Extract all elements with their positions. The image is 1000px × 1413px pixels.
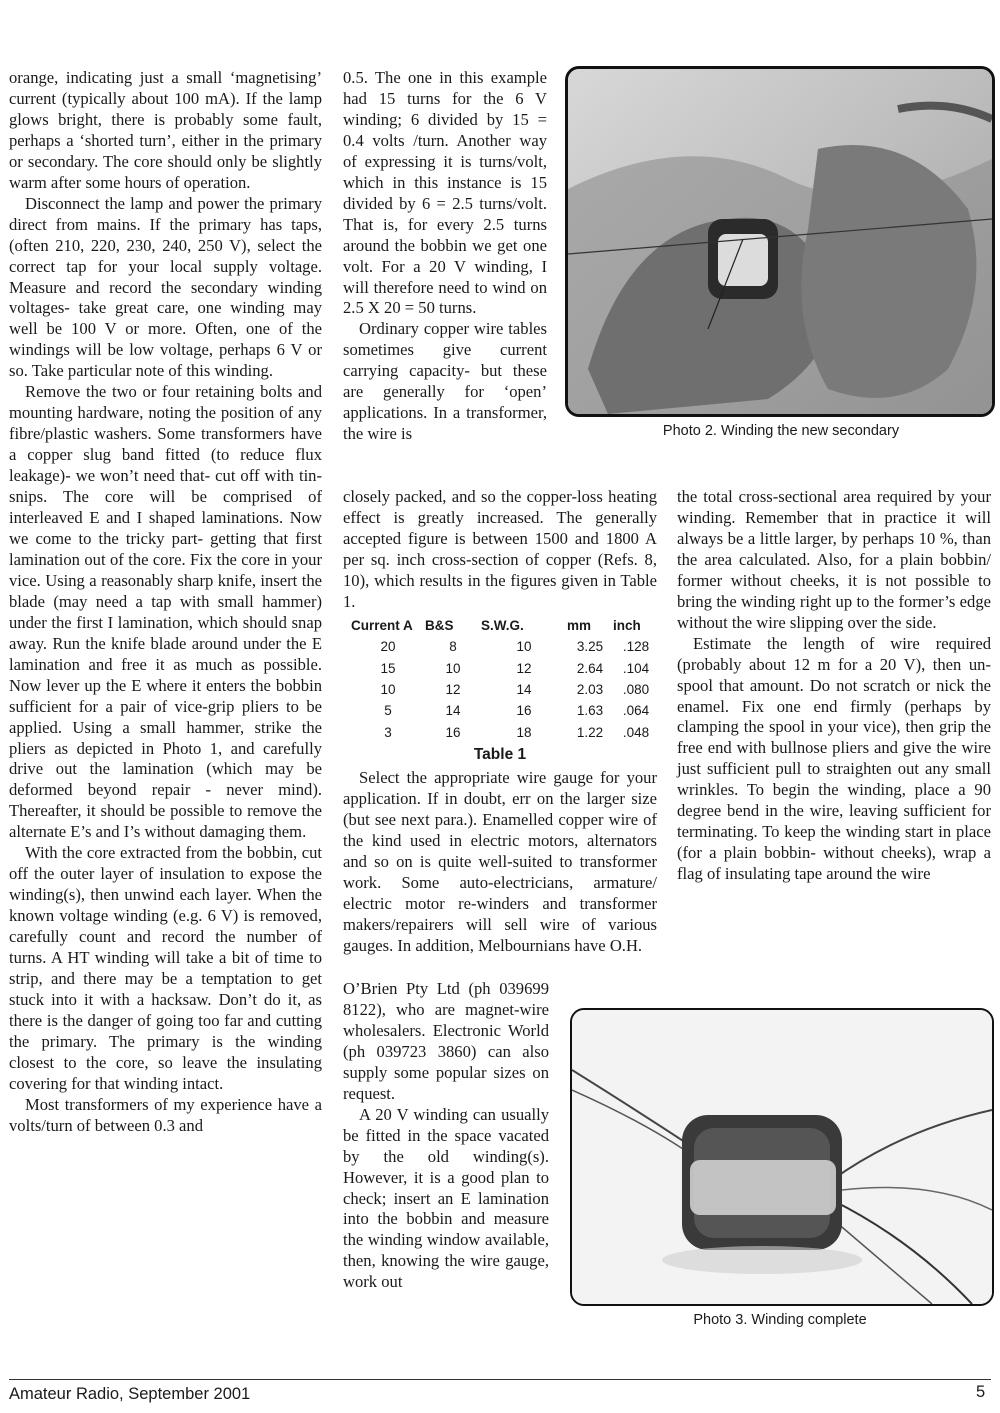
paragraph: O’Brien Pty Ltd (ph 039699 8122), who are magnet-wire wholesalers. Electronic World (ph 039723 3860) can also supply some popular sizes on request. [343,979,549,1103]
table-row [351,679,659,700]
hands-winding-photo-icon [568,69,992,414]
table-cell: 18 [516,724,532,740]
column-2-bottom [343,979,549,1293]
photo-winding-new-secondary [565,66,995,417]
table-header-row [351,615,659,636]
table-cell: 14 [516,681,532,697]
column-1 [9,68,322,1137]
photo-2-caption: Photo 2. Winding the new secondary [662,423,900,439]
table-row [351,636,659,657]
column-2-top [343,68,547,445]
paragraph: 0.5. The one in this example had 15 turns for the 6 V winding; 6 divided by 15 = 0.4 volts /turn. Another way of expressing it is turns/volt, which in this instance is 15 divided by 6 = 2.5 turns/volt. That is, for every 2.5 turns around the bobbin we get one volt. For a 20 V winding, I will therefore need to wind on 2.5 X 20 = 50 turns. [343,68,547,318]
paragraph: Remove the two or four retaining bolts and mounting hardware, noting the position of any fibre/plastic washers. Some transformers have a copper slug band fitted (to reduce flux leakage)- we won’t need that- cut off with tin-snips. The core will be comprised of interleaved E and I shaped laminations. Now we come to the tricky part- getting that first lamination out of the core. Fix the core in your vice. Using a reasonably sharp knife, insert the blade (may need a tap with small hammer) under the first I lamination, which should snap away. Run the knife blade around under the E lamination and free it as much as possible. Now lever up the E where it enters the bobbin sufficient for a pair of vice-grip pliers to be applied. Using a small hammer, strike the pliers as depicted in Photo 1, and carefully drive out the lamination (which may be deformed beyond repair - never mind). Thereafter, it should be possible to remove the alternate E’s and I’s without damaging them. [9,382,322,842]
table-header: B&S [425,618,454,633]
table-cell: 1.22 [576,724,604,740]
table-cell: 16 [445,724,461,740]
paragraph: With the core extracted from the bobbin, cut off the outer layer of insulation to expose the winding(s), then unwind each layer. When the known voltage winding (e.g. 6 V) is removed, carefully count and record the number of turns. A HT winding will take a bit of time to strip, and there may be a temptation to get stuck into it with a hacksaw. Don’t do it, as there is the danger of going too far and cutting the primary. The primary is the winding closest to the core, so leave the insulating covering for that winding intact. [9,843,322,1093]
paragraph: the total cross-sectional area required by your winding. Remember that in practice it will always be a little larger, by perhaps 10 %, than the area calculated. Also, for a plain bobbin/ former without cheeks, it is not possible to bring the winding right up to the former’s edge without the wire slipping over the side. [677,487,991,632]
wire-gauge-table [351,615,659,743]
footer-divider [9,1379,991,1380]
table-caption: Table 1 [473,746,527,763]
table-cell: 3.25 [576,639,604,655]
table-cell: 1.63 [576,703,604,719]
paragraph: A 20 V winding can usually be fitted in the space vacated by the old winding(s). However, it is a good plan to check; insert an E lamination into the bobbin and measure the winding window available, then, knowing the wire gauge, work out [343,1104,549,1292]
table-row [351,700,659,721]
paragraph: Estimate the length of wire required (probably about 12 m for a 20 V), then un-spool that amount. Do not scratch or nick the enamel. Fix one end firmly (perhaps by clamping the spool in your vice), then grip the free end with bullnose pliers and give the wire just sufficient pull to straighten out any small wrinkles. To begin the winding, place a 90 degree bend in the wire, leaving sufficient for terminating. To keep the winding start in place (for a plain bobbin- without cheeks), wrap a flag of insulating tape around the wire [677,633,991,884]
table-cell: .064 [622,703,650,719]
table-cell: 12 [445,681,461,697]
table-cell: 2.64 [576,660,604,676]
footer-publication: Amateur Radio, September 2001 [9,1385,251,1403]
page-number: 5 [976,1383,986,1401]
table-cell: 10 [516,639,532,655]
table-cell: .048 [622,724,650,740]
table-cell: 12 [516,660,532,676]
table-cell: 20 [380,639,396,655]
table-cell: 10 [380,681,396,697]
paragraph: Most transformers of my experience have a volts/turn of between 0.3 and [9,1094,322,1135]
table-cell: 8 [449,639,457,655]
table-header: inch [613,618,641,633]
paragraph: Disconnect the lamp and power the primary direct from mains. If the primary has taps, (often 210, 220, 230, 240, 250 V), select the correct tap for your local supply voltage. Measure and record the secondary winding voltages- take great care, one winding may well be 100 V or more. Often, one of the windings will be low voltage, perhaps 6 V or so. Take particular note of this winding. [9,193,322,381]
transformer-photo-icon [572,1010,992,1304]
table-cell: .104 [622,660,650,676]
table-cell: 10 [445,660,461,676]
table-cell: 15 [380,660,396,676]
table-cell: .080 [622,681,650,697]
table-header: Current A [351,618,413,633]
column-2-lower [343,768,657,957]
column-2-middle [343,487,657,613]
table-cell: .128 [622,639,650,655]
table-row [351,722,659,743]
photo-3-caption: Photo 3. Winding complete [693,1312,867,1328]
table-header: mm [567,618,592,633]
paragraph: orange, indicating just a small ‘magnetising’ current (typically about 100 mA). If the lamp glows bright, there is probably some fault, perhaps a ‘shorted turn’, either in the primary or secondary. The core should only be slightly warm after some hours of operation. [9,68,322,192]
table-cell: 14 [445,703,461,719]
photo-winding-complete [570,1008,994,1306]
paragraph: Ordinary copper wire tables sometimes give current carrying capacity- but these are generally for ‘open’ applications. In a transformer, the wire is [343,319,547,444]
table-row [351,657,659,678]
paragraph: closely packed, and so the copper-loss heating effect is greatly increased. The generally accepted figure is between 1500 and 1800 A per sq. inch cross-section of copper (Refs. 8, 10), which results in the figures given in Table 1. [343,487,657,611]
column-3 [677,487,991,885]
table-header: S.W.G. [481,618,524,633]
paragraph: Select the appropriate wire gauge for your application. If in doubt, err on the larger size (but see next para.). Enamelled copper wire of the kind used in electric motors, alternators and so on is quite well-suited to transformer work. Some auto-electricians, armature/ electric motor re-winders and transformer makers/repairers will sell wire of various gauges. In addition, Melbournians have O.H. [343,768,657,955]
table-cell: 16 [516,703,532,719]
table-cell: 3 [384,724,392,740]
table-cell: 2.03 [576,681,604,697]
table-cell: 5 [384,703,392,719]
